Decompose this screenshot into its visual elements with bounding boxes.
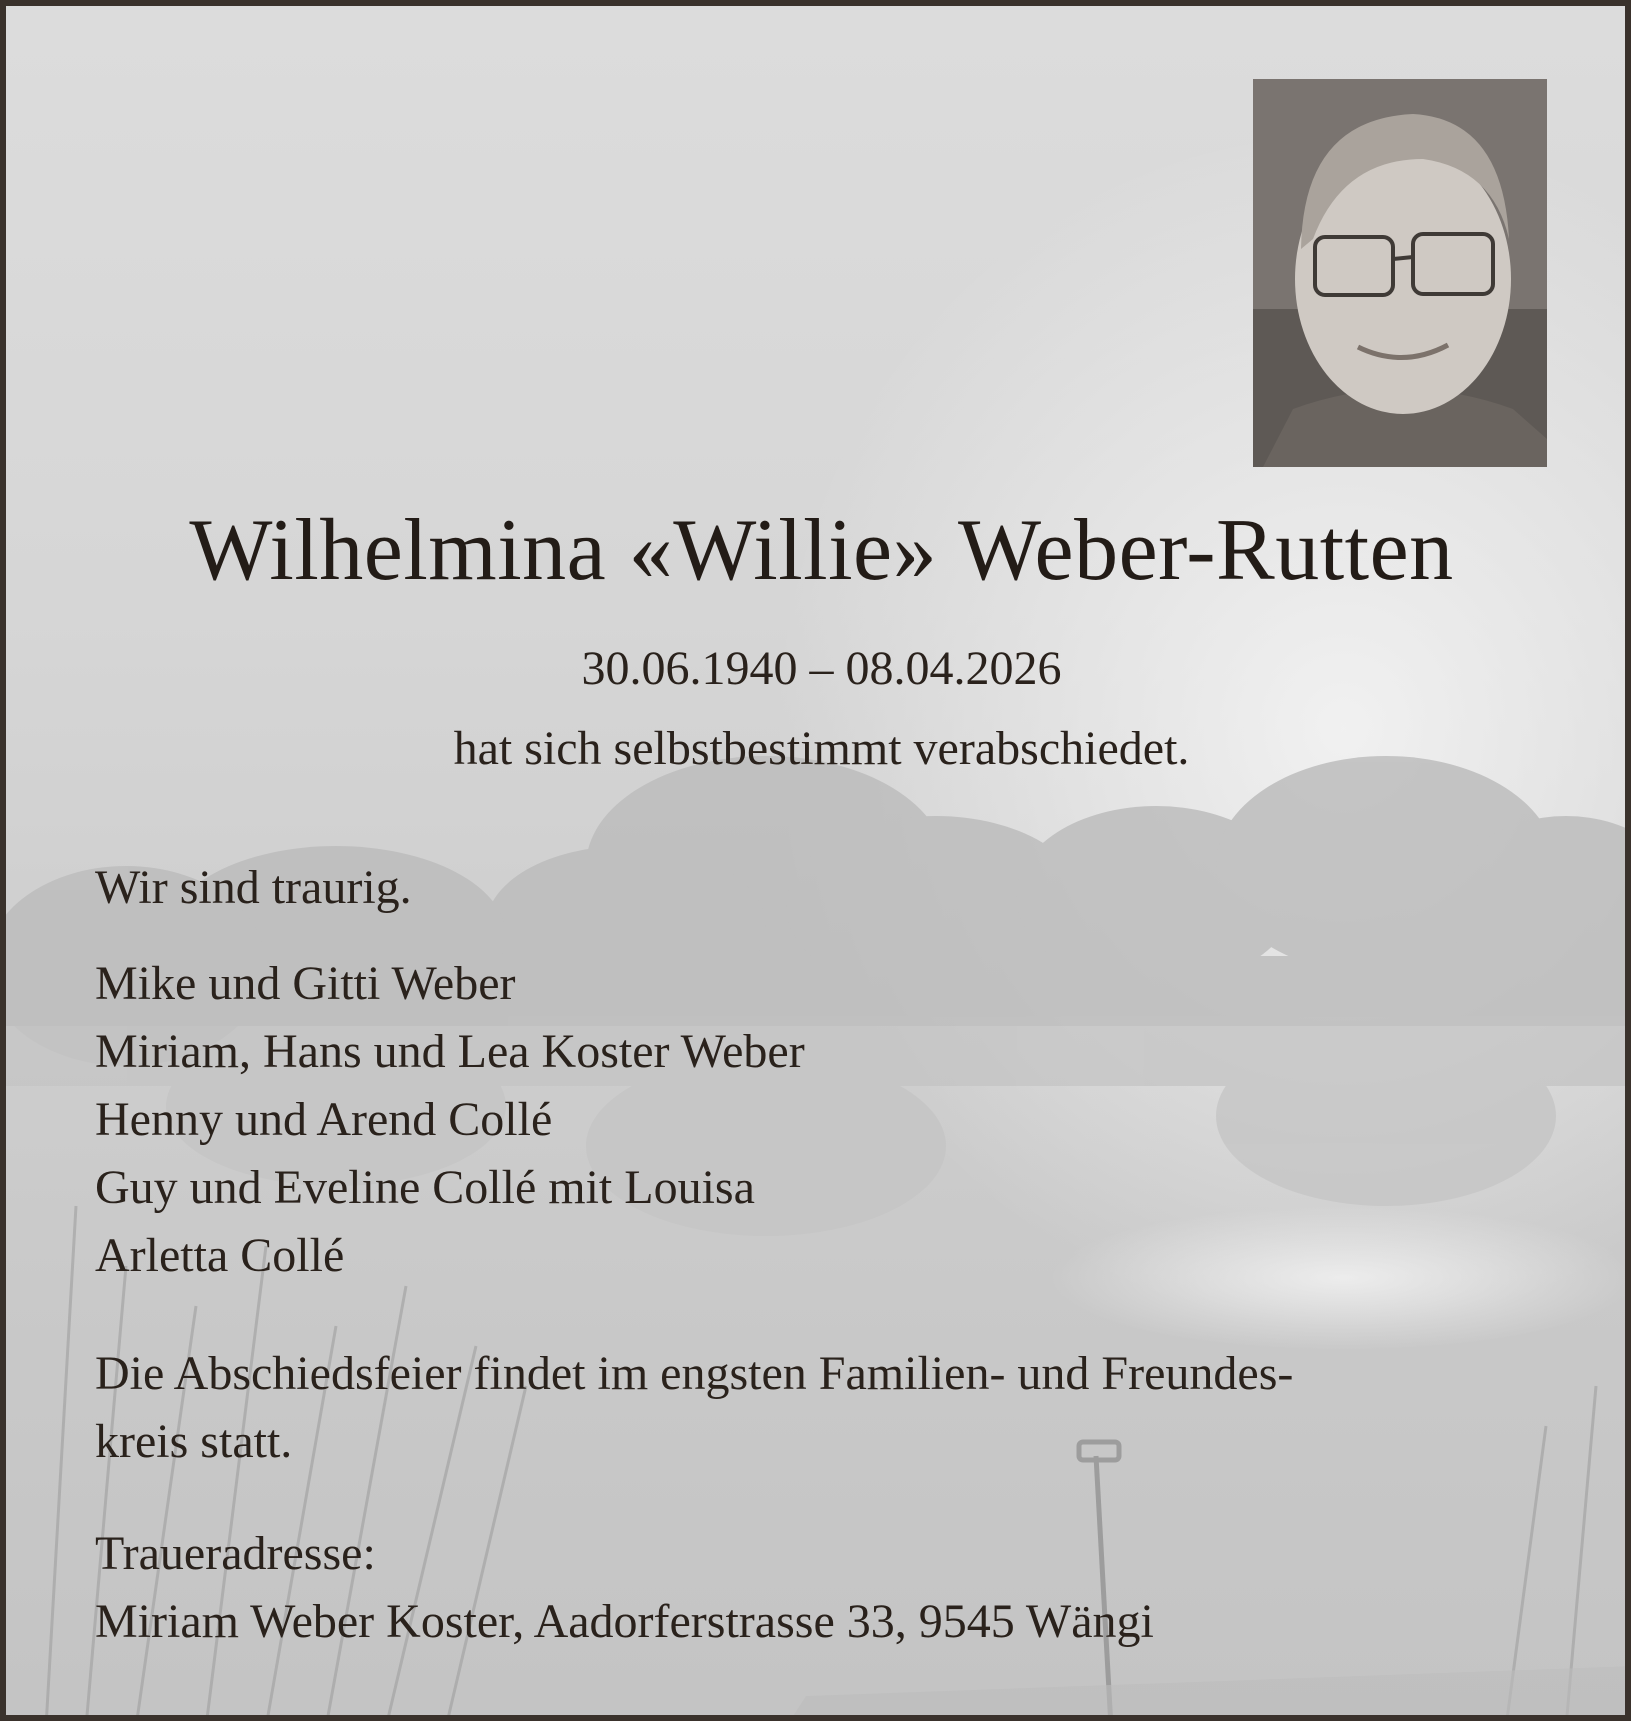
portrait-photo: [1253, 79, 1547, 467]
mourner-entry: Guy und Eveline Collé mit Louisa: [95, 1161, 755, 1214]
ceremony-line: kreis statt.: [95, 1415, 293, 1468]
sad-statement: [95, 854, 1555, 922]
life-dates: 30.06.1940 – 08.04.2026: [581, 642, 1062, 695]
mourning-address: [95, 1520, 1555, 1656]
sad-line: Wir sind traurig.: [95, 861, 412, 914]
address-text: Miriam Weber Koster, Aadorferstrasse 33, 9545 Wängi: [95, 1595, 1154, 1648]
mourners-list: [95, 950, 1555, 1290]
mourner-entry: Miriam, Hans und Lea Koster Weber: [95, 1025, 805, 1078]
farewell-line: hat sich selbstbestimmt verabschiedet.: [453, 722, 1190, 775]
mourner-entry: Arletta Collé: [95, 1229, 345, 1282]
ceremony-line: Die Abschiedsfeier findet im engsten Familien- und Freundes-: [95, 1347, 1294, 1400]
mourner-entry: Mike und Gitti Weber: [95, 957, 516, 1010]
ceremony-info: [95, 1340, 1555, 1476]
mourner-entry: Henny und Arend Collé: [95, 1093, 553, 1146]
deceased-name: Wilhelmina «Willie» Weber-Rutten: [189, 502, 1454, 599]
address-label: Traueradresse:: [95, 1527, 376, 1580]
